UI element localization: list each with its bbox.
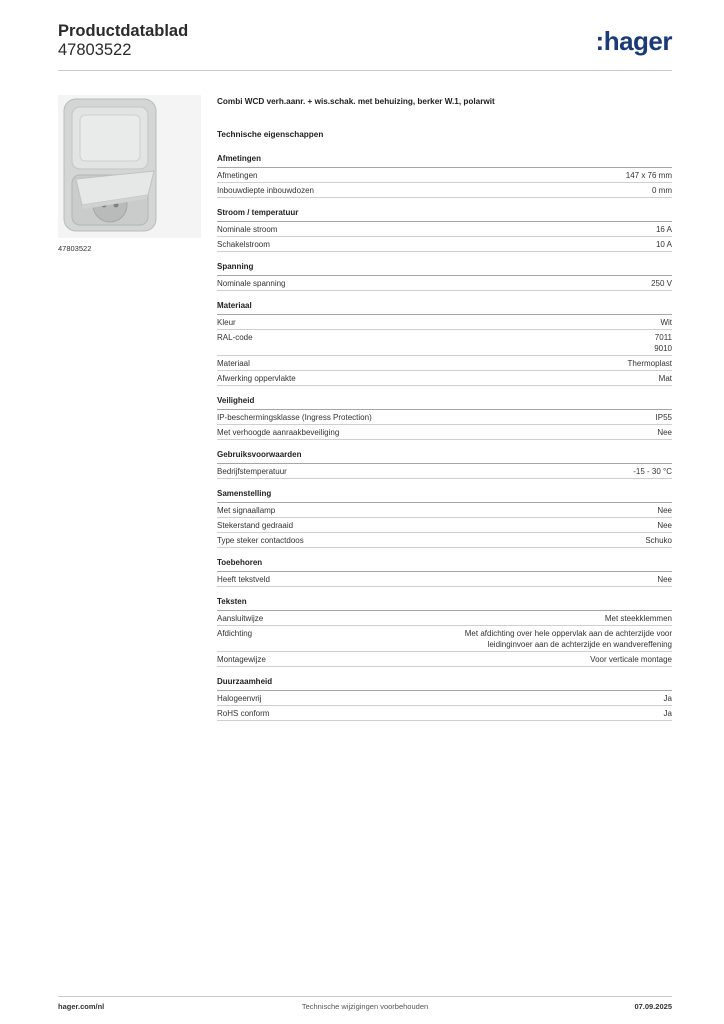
spec-value: Ja: [663, 708, 672, 718]
spec-section: [217, 558, 672, 587]
spec-label: Materiaal: [217, 358, 250, 368]
product-content: [217, 97, 672, 721]
product-image: [58, 95, 201, 238]
spec-label: Afdichting: [217, 628, 253, 638]
hager-logo: :hager: [595, 26, 672, 56]
spec-row: [217, 371, 672, 386]
section-title: Gebruiksvoorwaarden: [217, 450, 672, 464]
spec-value: -15 - 30 °C: [633, 466, 672, 476]
spec-row: [217, 572, 672, 587]
spec-label: Nominale stroom: [217, 224, 278, 234]
spec-value: Schuko: [645, 535, 672, 545]
spec-label: Montagewijze: [217, 654, 266, 664]
spec-row: [217, 315, 672, 330]
spec-row: [217, 425, 672, 440]
spec-label: Type steker contactdoos: [217, 535, 304, 545]
section-title: Materiaal: [217, 301, 672, 315]
spec-value: 250 V: [651, 278, 672, 288]
spec-label: Inbouwdiepte inbouwdozen: [217, 185, 314, 195]
section-title: Veiligheid: [217, 396, 672, 410]
spec-label: Bedrijfstemperatuur: [217, 466, 287, 476]
spec-row: [217, 533, 672, 548]
spec-row: [217, 626, 672, 652]
spec-row: [217, 611, 672, 626]
spec-label: Heeft tekstveld: [217, 574, 270, 584]
spec-label: Halogeenvrij: [217, 693, 262, 703]
spec-label: Kleur: [217, 317, 236, 327]
page-footer: [58, 996, 672, 1017]
section-title: Spanning: [217, 262, 672, 276]
spec-label: IP-beschermingsklasse (Ingress Protection): [217, 412, 372, 422]
section-title: Teksten: [217, 597, 672, 611]
footer-website: hager.com/nl: [58, 1002, 105, 1011]
spec-value: Thermoplast: [627, 358, 672, 368]
spec-value: Met afdichting over hele oppervlak aan de achterzijde voor leidinginvoer aan de achterzijde en wandvereffening: [464, 628, 672, 649]
page-header: [58, 20, 672, 71]
document-title: Productdatablad: [58, 22, 189, 40]
spec-value: Voor verticale montage: [590, 654, 672, 664]
spec-row: [217, 518, 672, 533]
spec-section: [217, 396, 672, 440]
spec-value: Met steekklemmen: [604, 613, 672, 623]
spec-label: Met signaallamp: [217, 505, 276, 515]
spec-row: [217, 652, 672, 667]
technical-properties-heading: Technische eigenschappen: [217, 130, 324, 139]
section-title: Duurzaamheid: [217, 677, 672, 691]
spec-row: [217, 276, 672, 291]
spec-value: 7011 9010: [654, 332, 672, 353]
spec-row: [217, 237, 672, 252]
spec-value: Nee: [657, 427, 672, 437]
spec-row: [217, 503, 672, 518]
spec-label: Aansluitwijze: [217, 613, 264, 623]
spec-row: [217, 464, 672, 479]
spec-section: [217, 489, 672, 548]
footer-date: 07.09.2025: [634, 1002, 672, 1011]
spec-value: Nee: [657, 505, 672, 515]
spec-label: Nominale spanning: [217, 278, 286, 288]
footer-disclaimer: Technische wijzigingen voorbehouden: [301, 1002, 429, 1011]
spec-value: 147 x 76 mm: [625, 170, 672, 180]
document-number: 47803522: [58, 41, 132, 59]
product-description: Combi WCD verh.aanr. + wis.schak. met behuizing, berker W.1, polarwit: [217, 97, 495, 106]
spec-value: IP55: [655, 412, 672, 422]
spec-section: [217, 262, 672, 291]
spec-section: [217, 154, 672, 198]
section-title: Samenstelling: [217, 489, 672, 503]
spec-label: Met verhoogde aanraakbeveiliging: [217, 427, 340, 437]
spec-section: [217, 208, 672, 252]
section-title: Afmetingen: [217, 154, 672, 168]
spec-value: Mat: [658, 373, 672, 383]
spec-value: 10 A: [655, 239, 672, 249]
spec-row: [217, 330, 672, 356]
spec-row: [217, 356, 672, 371]
spec-row: [217, 706, 672, 721]
spec-label: RoHS conform: [217, 708, 270, 718]
spec-section: [217, 301, 672, 386]
spec-value: 0 mm: [652, 185, 672, 195]
spec-row: [217, 183, 672, 198]
specification-sections: [217, 154, 672, 721]
spec-section: [217, 450, 672, 479]
spec-value: Wit: [660, 317, 672, 327]
spec-label: Afwerking oppervlakte: [217, 373, 296, 383]
spec-section: [217, 597, 672, 667]
spec-row: [217, 168, 672, 183]
spec-label: Stekerstand gedraaid: [217, 520, 294, 530]
spec-row: [217, 691, 672, 706]
spec-label: Schakelstroom: [217, 239, 270, 249]
spec-label: Afmetingen: [217, 170, 258, 180]
image-caption: 47803522: [58, 244, 92, 253]
spec-value: Nee: [657, 574, 672, 584]
section-title: Stroom / temperatuur: [217, 208, 672, 222]
section-title: Toebehoren: [217, 558, 672, 572]
spec-value: Nee: [657, 520, 672, 530]
spec-value: 16 A: [655, 224, 672, 234]
spec-row: [217, 222, 672, 237]
spec-row: [217, 410, 672, 425]
spec-section: [217, 677, 672, 721]
spec-label: RAL-code: [217, 332, 253, 342]
spec-value: Ja: [663, 693, 672, 703]
